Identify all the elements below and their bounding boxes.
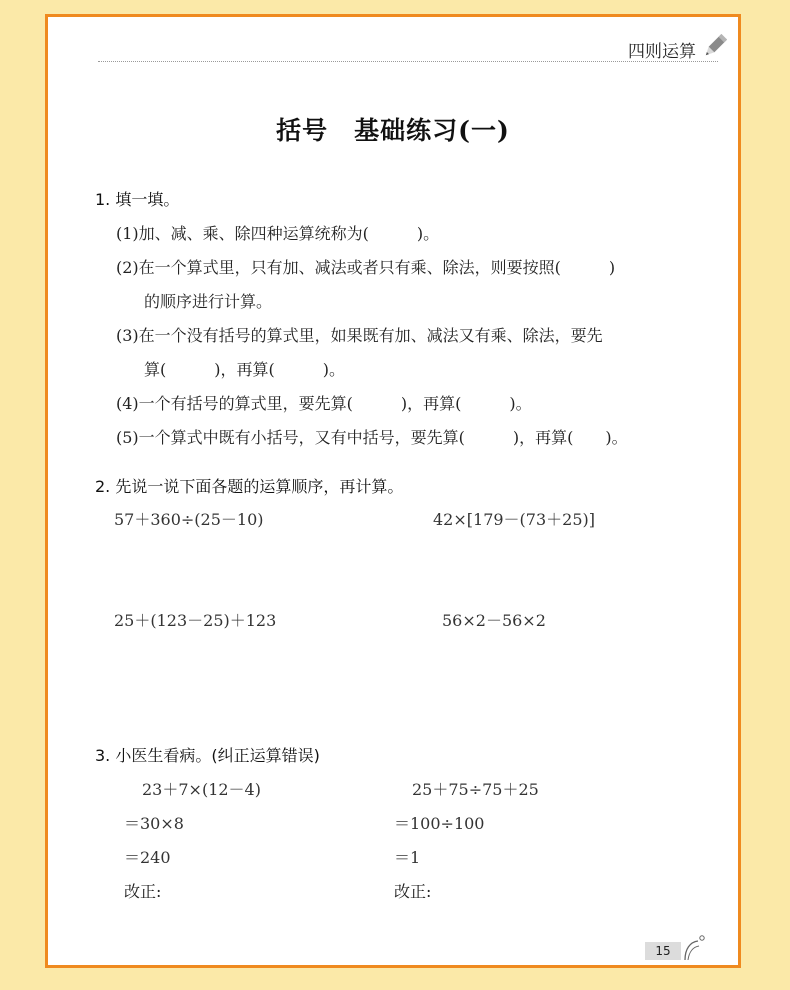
section3-right-line-1: 25＋75÷75＋25 — [412, 780, 539, 799]
section2-heading: 2. 先说一说下面各题的运算顺序，再计算。 — [95, 477, 404, 496]
section1-heading: 1. 填一填。 — [95, 190, 180, 209]
section1-line-4: (3)在一个没有括号的算式里，如果既有加、减法又有乘、除法，要先 — [116, 326, 603, 345]
header-title: 四则运算 — [628, 42, 696, 62]
section1-line-2: (2)在一个算式里，只有加、减法或者只有乘、除法，则要按照( ) — [116, 258, 616, 277]
section3-left-line-1: 23＋7×(12－4) — [142, 780, 261, 799]
section2-problem-3: 25＋(123－25)＋123 — [114, 611, 277, 630]
section1-line-3: 的顺序进行计算。 — [144, 292, 273, 311]
section3-left-line-2: ＝30×8 — [124, 814, 184, 833]
section1-line-1: (1)加、减、乘、除四种运算统称为( )。 — [116, 224, 440, 243]
section3-right-line-3: ＝1 — [394, 848, 421, 867]
section1-line-6: (4)一个有括号的算式里，要先算( )，再算( )。 — [116, 394, 532, 413]
page-number: 15 — [645, 942, 681, 960]
section1-line-7: (5)一个算式中既有小括号，又有中括号，要先算( )，再算( )。 — [116, 428, 628, 447]
section3-left-line-3: ＝240 — [124, 848, 171, 867]
section3-left-correction-label: 改正: — [124, 882, 162, 901]
section2-problem-2: 42×[179－(73＋25)] — [433, 510, 595, 529]
page-title: 括号 基础练习(一) — [276, 116, 510, 145]
section1-line-5: 算( )，再算( )。 — [144, 360, 345, 379]
page-header — [98, 33, 718, 62]
section2-problem-4: 56×2－56×2 — [442, 611, 546, 630]
page-sheet — [45, 14, 741, 968]
swirl-decoration-icon — [682, 933, 708, 961]
pencil-icon — [700, 31, 730, 61]
section3-right-correction-label: 改正: — [394, 882, 432, 901]
section3-heading: 3. 小医生看病。(纠正运算错误) — [95, 746, 320, 765]
section2-problem-1: 57＋360÷(25－10) — [114, 510, 264, 529]
section3-right-line-2: ＝100÷100 — [394, 814, 485, 833]
